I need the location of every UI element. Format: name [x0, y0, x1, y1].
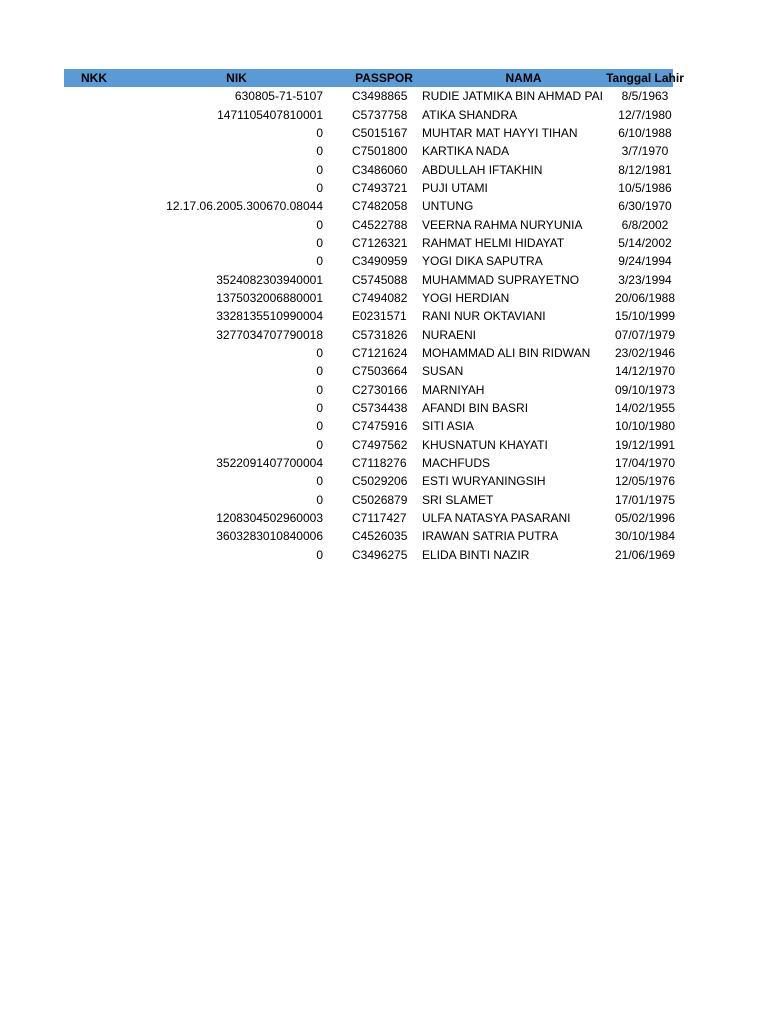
table-row: [64, 325, 673, 343]
cell-passpor: C3486060: [352, 162, 408, 177]
cell-nkk: [64, 472, 124, 490]
cell-tanggal-lahir: [614, 362, 676, 380]
cell-nik: 0: [316, 235, 323, 250]
tanggal-lahir-value: 12/05/1976: [614, 474, 676, 489]
cell-nkk: [64, 124, 124, 142]
cell-nama: KHUSNATUN KHAYATI: [422, 437, 548, 452]
cell-nama: ABDULLAH IFTAKHIN: [422, 162, 543, 177]
cell-nik: 0: [316, 254, 323, 269]
cell-tanggal-lahir: [614, 491, 676, 509]
cell-passpor: C7494082: [352, 290, 408, 305]
tanggal-lahir-value: 15/10/1999: [614, 309, 676, 324]
cell-tanggal-lahir: [614, 399, 676, 417]
table-row: [64, 417, 673, 435]
cell-nik: 0: [316, 364, 323, 379]
cell-nik: 0: [316, 492, 323, 507]
cell-nik: 0: [316, 547, 323, 562]
table-row: [64, 509, 673, 527]
cell-passpor: C7121624: [352, 345, 408, 360]
cell-passpor: C4522788: [352, 217, 408, 232]
table-header-row: [64, 69, 673, 87]
table-row: [64, 546, 673, 564]
column-header-nik: NIK: [226, 71, 247, 85]
tanggal-lahir-value: 8/5/1963: [621, 89, 669, 104]
table-body: [64, 87, 676, 564]
tanggal-lahir-value: 3/23/1994: [618, 272, 672, 287]
column-header-nkk: NKK: [81, 71, 107, 85]
cell-nkk: [64, 215, 124, 233]
cell-tanggal-lahir: [614, 509, 676, 527]
cell-nik: 1375032006880001: [216, 290, 323, 305]
cell-nama: AFANDI BIN BASRI: [422, 401, 529, 416]
cell-passpor: C5734438: [352, 401, 408, 416]
tanggal-lahir-value: 14/02/1955: [614, 401, 676, 416]
tanggal-lahir-value: 17/01/1975: [614, 492, 676, 507]
table-row: [64, 381, 673, 399]
cell-passpor: C5731826: [352, 327, 408, 342]
table-row: [64, 307, 673, 325]
cell-nkk: [64, 417, 124, 435]
cell-passpor: E0231571: [352, 309, 407, 324]
cell-tanggal-lahir: [621, 215, 673, 233]
cell-tanggal-lahir: [618, 160, 673, 178]
table-row: [64, 491, 673, 509]
cell-nama: VEERNA RAHMA NURYUNIA: [422, 217, 583, 232]
cell-nik: 0: [316, 125, 323, 140]
table-row: [64, 179, 673, 197]
cell-tanggal-lahir: [618, 197, 673, 215]
cell-nkk: [64, 87, 124, 105]
cell-passpor: C7497562: [352, 437, 408, 452]
table-row: [64, 142, 673, 160]
cell-nama: UNTUNG: [422, 199, 474, 214]
cell-passpor: C5745088: [352, 272, 408, 287]
cell-nik: 0: [316, 474, 323, 489]
passenger-table-sheet: [64, 69, 684, 564]
cell-nkk: [64, 399, 124, 417]
cell-nama: RANI NUR OKTAVIANI: [422, 309, 546, 324]
cell-nkk: [64, 197, 124, 215]
table-row: [64, 197, 673, 215]
tanggal-lahir-value: 23/02/1946: [614, 345, 676, 360]
tanggal-lahir-value: 6/10/1988: [618, 125, 672, 140]
column-header-nama: NAMA: [505, 71, 542, 85]
cell-nik: 3522091407700004: [216, 456, 323, 471]
cell-nik: 0: [316, 144, 323, 159]
cell-nama: ULFA NATASYA PASARANI: [422, 511, 571, 526]
cell-nik: 0: [316, 401, 323, 416]
cell-passpor: C3498865: [352, 89, 408, 104]
cell-nkk: [64, 289, 124, 307]
column-header-passpor: PASSPOR: [355, 71, 413, 85]
cell-nik: 0: [316, 437, 323, 452]
cell-tanggal-lahir: [614, 454, 676, 472]
cell-nkk: [64, 105, 124, 123]
cell-nkk: [64, 179, 124, 197]
cell-nik: 0: [316, 382, 323, 397]
cell-tanggal-lahir: [614, 344, 676, 362]
cell-nkk: [64, 234, 124, 252]
cell-passpor: C5737758: [352, 107, 408, 122]
cell-nkk: [64, 344, 124, 362]
cell-passpor: C5029206: [352, 474, 408, 489]
cell-passpor: C7118276: [352, 456, 407, 471]
cell-nik: 12.17.06.2005.300670.08044: [166, 199, 323, 214]
cell-tanggal-lahir: [614, 436, 676, 454]
table-row: [64, 160, 673, 178]
cell-nik: 1471105407810001: [217, 107, 323, 122]
cell-nama: NURAENI: [422, 327, 477, 342]
column-header-tanggal-lahir: Tanggal Lahir: [606, 71, 684, 85]
cell-tanggal-lahir: [614, 527, 676, 545]
table-row: [64, 362, 673, 380]
cell-passpor: C7493721: [352, 180, 408, 195]
cell-tanggal-lahir: [614, 417, 676, 435]
cell-nkk: [64, 454, 124, 472]
table-row: [64, 344, 673, 362]
tanggal-lahir-value: 07/07/1979: [614, 327, 676, 342]
cell-nama: MARNIYAH: [422, 382, 485, 397]
tanggal-lahir-value: 21/06/1969: [614, 547, 676, 562]
tanggal-lahir-value: 10/10/1980: [614, 419, 676, 434]
tanggal-lahir-value: 9/24/1994: [618, 254, 672, 269]
table-row: [64, 289, 673, 307]
tanggal-lahir-value: 5/14/2002: [618, 235, 672, 250]
cell-nkk: [64, 307, 124, 325]
cell-nkk: [64, 491, 124, 509]
cell-nkk: [64, 252, 124, 270]
cell-nkk: [64, 362, 124, 380]
cell-nama: MUHTAR MAT HAYYI TIHAN: [422, 125, 578, 140]
cell-tanggal-lahir: [621, 87, 673, 105]
table-row: [64, 472, 673, 490]
cell-tanggal-lahir: [618, 270, 673, 288]
cell-nkk: [64, 142, 124, 160]
tanggal-lahir-value: 09/10/1973: [614, 382, 676, 397]
cell-nama: IRAWAN SATRIA PUTRA: [422, 529, 559, 544]
cell-tanggal-lahir: [614, 381, 676, 399]
cell-tanggal-lahir: [618, 252, 673, 270]
cell-nkk: [64, 325, 124, 343]
cell-tanggal-lahir: [618, 234, 673, 252]
cell-nama: MOHAMMAD ALI BIN RIDWAN: [422, 345, 591, 360]
tanggal-lahir-value: 3/7/1970: [621, 144, 669, 159]
table-row: [64, 87, 673, 105]
cell-passpor: C7503664: [352, 364, 408, 379]
tanggal-lahir-value: 14/12/1970: [614, 364, 676, 379]
tanggal-lahir-value: 6/8/2002: [621, 217, 669, 232]
table-row: [64, 399, 673, 417]
cell-tanggal-lahir: [618, 105, 673, 123]
cell-nama: MUHAMMAD SUPRAYETNO: [422, 272, 580, 287]
tanggal-lahir-value: 20/06/1988: [614, 290, 676, 305]
table-row: [64, 252, 673, 270]
cell-nama: ATIKA SHANDRA: [422, 107, 518, 122]
cell-nik: 3328135510990004: [216, 309, 323, 324]
cell-nik: 3603283010840006: [216, 529, 323, 544]
tanggal-lahir-value: 19/12/1991: [614, 437, 676, 452]
cell-nama: SUSAN: [422, 364, 464, 379]
cell-nik: 0: [316, 345, 323, 360]
cell-nik: 0: [316, 217, 323, 232]
tanggal-lahir-value: 10/5/1986: [618, 180, 672, 195]
cell-nama: PUJI UTAMI: [422, 180, 488, 195]
table-row: [64, 527, 673, 545]
cell-nik: 1208304502960003: [216, 511, 323, 526]
cell-passpor: C7482058: [352, 199, 408, 214]
cell-nama: ESTI WURYANINGSIH: [422, 474, 546, 489]
cell-tanggal-lahir: [614, 325, 676, 343]
cell-nik: 3524082303940001: [216, 272, 323, 287]
tanggal-lahir-value: 8/12/1981: [618, 162, 672, 177]
cell-passpor: C3496275: [352, 547, 408, 562]
cell-passpor: C7117427: [352, 511, 407, 526]
cell-nama: YOGI HERDIAN: [422, 290, 510, 305]
cell-nama: YOGI DIKA SAPUTRA: [422, 254, 543, 269]
cell-passpor: C7501800: [352, 144, 408, 159]
passenger-table: [64, 69, 684, 564]
cell-passpor: C7475916: [352, 419, 408, 434]
tanggal-lahir-value: 17/04/1970: [614, 456, 676, 471]
cell-nkk: [64, 527, 124, 545]
cell-nkk: [64, 270, 124, 288]
table-row: [64, 270, 673, 288]
table-row: [64, 454, 673, 472]
tanggal-lahir-value: 30/10/1984: [614, 529, 676, 544]
cell-tanggal-lahir: [614, 289, 676, 307]
cell-nkk: [64, 381, 124, 399]
cell-nkk: [64, 546, 124, 564]
cell-nik: 0: [316, 180, 323, 195]
cell-nama: MACHFUDS: [422, 456, 490, 471]
cell-nik: 0: [316, 419, 323, 434]
cell-passpor: C5015167: [352, 125, 408, 140]
cell-nama: RUDIE JATMIKA BIN AHMAD PAI: [422, 89, 603, 104]
cell-nama: RAHMAT HELMI HIDAYAT: [422, 235, 565, 250]
table-row: [64, 215, 673, 233]
cell-nik: 3277034707790018: [216, 327, 323, 342]
table-row: [64, 105, 673, 123]
cell-nik: 630805-71-5107: [234, 89, 323, 104]
cell-passpor: C7126321: [352, 235, 408, 250]
table-row: [64, 436, 673, 454]
cell-nama: ELIDA BINTI NAZIR: [422, 547, 530, 562]
cell-passpor: C5026879: [352, 492, 408, 507]
cell-nkk: [64, 509, 124, 527]
tanggal-lahir-value: 05/02/1996: [614, 511, 676, 526]
tanggal-lahir-value: 6/30/1970: [618, 199, 672, 214]
cell-passpor: C3490959: [352, 254, 408, 269]
cell-passpor: C2730166: [352, 382, 408, 397]
cell-nama: SRI SLAMET: [422, 492, 494, 507]
cell-nama: SITI ASIA: [422, 419, 475, 434]
table-row: [64, 234, 673, 252]
cell-nama: KARTIKA NADA: [422, 144, 510, 159]
cell-tanggal-lahir: [614, 472, 676, 490]
cell-nik: 0: [316, 162, 323, 177]
cell-nkk: [64, 436, 124, 454]
cell-tanggal-lahir: [618, 124, 673, 142]
cell-tanggal-lahir: [618, 179, 673, 197]
tanggal-lahir-value: 12/7/1980: [618, 107, 672, 122]
cell-tanggal-lahir: [621, 142, 673, 160]
cell-passpor: C4526035: [352, 529, 408, 544]
cell-nkk: [64, 160, 124, 178]
cell-tanggal-lahir: [614, 546, 676, 564]
table-row: [64, 124, 673, 142]
cell-tanggal-lahir: [614, 307, 676, 325]
